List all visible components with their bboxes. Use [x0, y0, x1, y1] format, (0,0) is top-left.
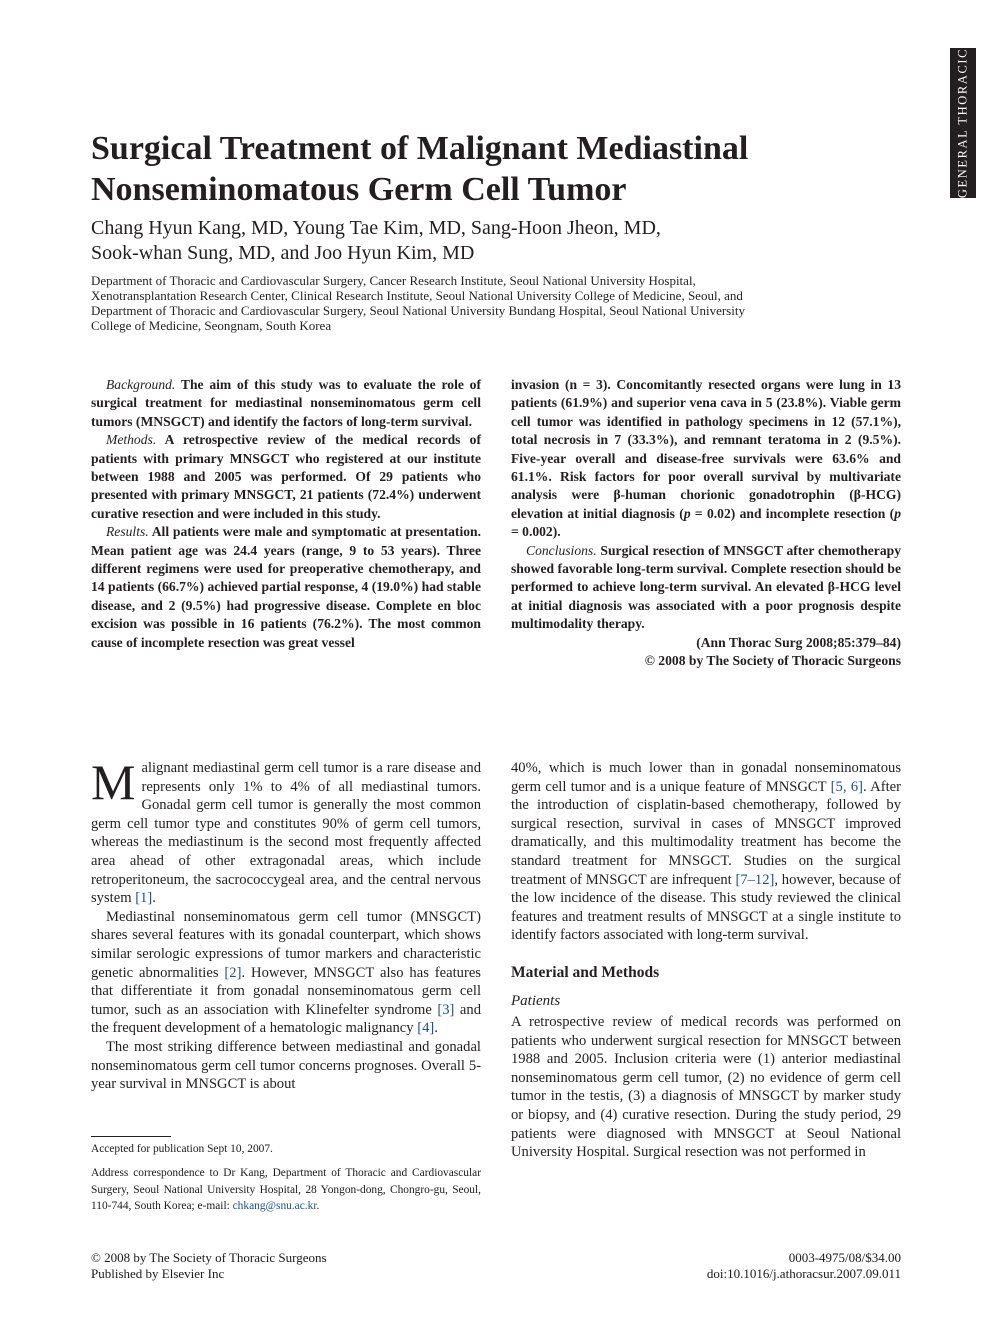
reference-link-4[interactable]: [4]: [417, 1020, 435, 1037]
affiliation-line-3: Department of Thoracic and Cardiovascular Surgery, Seoul National University Bundang Hospital, Seoul National University: [91, 303, 745, 318]
body-right-column: [511, 759, 901, 1162]
title-line-1: Surgical Treatment of Malignant Mediastinal: [91, 130, 749, 167]
abstract-results-text: All patients were male and symptomatic at presentation. Mean patient age was 24.4 years (range, 9 to 53 years). Three different regimens were used for preoperative chemotherapy, and 14 patients (66.7%) achieved partial response, 4 (19.0%) had stable disease, and 2 (9.5%) had progressive disease. Complete en bloc excision was possible in 16 patients (76.2%). The most common cause of incomplete resection was great vessel: [91, 524, 481, 650]
author-list: [91, 216, 871, 266]
abstract-right-column: [511, 376, 901, 671]
body-paragraph-4-text-a: 40%, which is much lower than in gonadal nonseminomatous germ cell tumor and is a unique feature of MNSGCT: [511, 760, 901, 795]
affiliation-line-4: College of Medicine, Seongnam, South Korea: [91, 318, 332, 333]
abstract-results-label: Results.: [106, 524, 149, 540]
body-paragraph-1: [91, 754, 481, 908]
reference-link-3[interactable]: [3]: [437, 1001, 455, 1018]
body-left-column: [91, 754, 481, 1094]
authors-line-1: Chang Hyun Kang, MD, Young Tae Kim, MD, Sang-Hoon Jheon, MD,: [91, 217, 661, 239]
footnote-address-text: Address correspondence to Dr Kang, Department of Thoracic and Cardiovascular Surgery, Seoul National University Hospital, 28 Yongon-dong, Chongro-gu, Seoul, 110-744, South Korea; e-mail:: [91, 1167, 481, 1212]
punct: .: [434, 1020, 438, 1037]
affiliations: [91, 273, 901, 333]
footer-left: [91, 1250, 327, 1282]
footnote-divider: [91, 1136, 171, 1137]
abstract-results-continued: [511, 376, 901, 542]
abstract-background-label: Background.: [106, 377, 176, 392]
body-paragraph-4-text-c: , however, because of the low incidence of the disease. This study reviewed the clinical features and treatment results of MNSGCT at a single institute to identify factors associated with long-term survival.: [511, 871, 901, 944]
title-line-2: Nonseminomatous Germ Cell Tumor: [91, 171, 627, 208]
abstract-results-cont-1: invasion (n = 3). Concomitantly resected organs were lung in 13 patients (61.9%) and superior vena cava in 5 (23.8%). Viable germ cell tumor was identified in pathology specimens in 12 (57.1%), total necrosis in 7 (33.3%), and remnant teratoma in 2 (9.5%). Five-year overall and disease-free survivals were 63.6% and 61.1%. Risk factors for poor overall survival by multivariate analysis were β-human chorionic gonadotrophin (β-HCG) elevation at initial diagnosis (: [511, 377, 901, 521]
body-paragraph-4: [511, 759, 901, 945]
drop-cap: M: [91, 754, 136, 810]
body-paragraph-2-text-b: . However, MNSGCT also has features that differentiate it from gonadal nonseminomatous germ cell tumor, such as an association with Klinefelter syndrome: [91, 964, 481, 1018]
footnote-accepted: Accepted for publication Sept 10, 2007.: [91, 1143, 273, 1155]
body-paragraph-3: The most striking difference between mediastinal and gonadal nonseminomatous germ cell tumor concerns prognoses. Overall 5-year survival in MNSGCT is about: [91, 1038, 481, 1093]
section-tab-label: GENERAL THORACIC: [955, 47, 970, 199]
body-paragraph-1-text: alignant mediastinal germ cell tumor is a rare disease and represents only 1% to 4% of all mediastinal tumors. Gonadal germ cell tumor is generally the most common germ cell tumor type and constitutes 90% of germ cell tumors, whereas the mediastinum is the second most frequently affected area ahead of other extragonadal areas, which include retroperitoneum, the sacrococcygeal area, and the central nervous system: [91, 760, 481, 907]
body-paragraph-5: A retrospective review of medical records was performed on patients who underwent surgical resection for MNSGCT between 1988 and 2005. Inclusion criteria were (1) anterior mediastinal nonseminomatous germ cell tumor, (2) no evidence of germ cell tumor in the testis, (3) a diagnosis of MNSGCT by marker study or biopsy, and (4) curative resection. During the study period, 29 patients were diagnosed with MNSGCT at Seoul National University Hospital. Surgical resection was not performed in: [511, 1013, 901, 1161]
abstract-background-text: The aim of this study was to evaluate the role of surgical treatment for mediastinal nonseminomatous germ cell tumors (MNSGCT) and identify the factors of long-term survival.: [91, 377, 481, 429]
section-tab: [950, 48, 976, 198]
abstract-copyright: © 2008 by The Society of Thoracic Surgeons: [644, 653, 901, 669]
footer-copyright: © 2008 by The Society of Thoracic Surgeons: [91, 1250, 327, 1265]
abstract-conclusions-label: Conclusions.: [526, 542, 597, 558]
abstract-background: [91, 376, 481, 431]
section-heading: Material and Methods: [511, 963, 660, 981]
article-title: [91, 128, 911, 210]
abstract-methods-text: A retrospective review of the medical records of patients with primary MNSGCT who registered at our institute between 1988 and 2005 was performed. Of 29 patients who presented with primary MNSGCT, 21 patients (72.4%) underwent curative resection and were included in this study.: [91, 432, 481, 521]
body-paragraph-4-text-b: . After the introduction of cisplatin-based chemotherapy, followed by surgical resection, survival in cases of MNSGCT improved dramatically, and this multimodality treatment has become the standard treatment for MNSGCT. Studies on the surgical treatment of MNSGCT are infrequent: [511, 778, 901, 888]
abstract-conclusions-text: Surgical resection of MNSGCT after chemotherapy showed favorable long-term survival. Complete resection should be performed to achieve long-term survival. An elevated β-HCG level at initial diagnosis was associated with a poor prognosis despite multimodality therapy.: [511, 542, 901, 632]
body-paragraph-2-text-c: and the frequent development of a hematologic malignancy: [91, 1001, 481, 1037]
abstract-results-cont-2: = 0.02) and incomplete resection (: [690, 505, 895, 521]
affiliation-line-2: Xenotransplantation Research Center, Clinical Research Institute, Seoul National University College of Medicine, Seoul, and: [91, 288, 743, 303]
footer-issn: 0003-4975/08/$34.00: [788, 1250, 901, 1265]
p-symbol: p: [683, 505, 691, 521]
p-symbol: p: [894, 505, 901, 521]
abstract-results-cont-3: = 0.002).: [511, 524, 561, 540]
footer-doi: doi:10.1016/j.athoracsur.2007.09.011: [706, 1266, 901, 1281]
reference-link-1[interactable]: [1]: [135, 890, 153, 907]
subsection-heading: Patients: [511, 992, 561, 1009]
punct: .: [152, 890, 156, 907]
abstract-citation: (Ann Thorac Surg 2008;85:379–84): [696, 634, 901, 650]
body-paragraph-2: [91, 908, 481, 1038]
authors-line-2: Sook-whan Sung, MD, and Joo Hyun Kim, MD: [91, 242, 475, 264]
email-link[interactable]: chkang@snu.ac.kr: [232, 1200, 317, 1212]
reference-link-2[interactable]: [2]: [224, 964, 242, 981]
footer-right: [560, 1250, 901, 1282]
abstract-left-column: [91, 376, 481, 652]
abstract-methods: [91, 431, 481, 523]
abstract-results: [91, 523, 481, 652]
abstract-methods-label: Methods.: [106, 432, 157, 448]
punct: .: [316, 1200, 320, 1212]
reference-link-7-12[interactable]: [7–12]: [735, 871, 775, 888]
footnote-address: [91, 1165, 481, 1215]
affiliation-line-1: Department of Thoracic and Cardiovascular Surgery, Cancer Research Institute, Seoul National University Hospital,: [91, 273, 696, 288]
body-paragraph-2-text-a: Mediastinal nonseminomatous germ cell tumor (MNSGCT) shares several features with its gonadal counterpart, which shows similar serologic expressions of tumor markers and characteristic genetic abnormalities: [91, 908, 481, 981]
footer-publisher: Published by Elsevier Inc: [91, 1266, 225, 1281]
abstract-conclusions: [511, 542, 901, 634]
reference-link-5-6[interactable]: [5, 6]: [830, 778, 863, 795]
